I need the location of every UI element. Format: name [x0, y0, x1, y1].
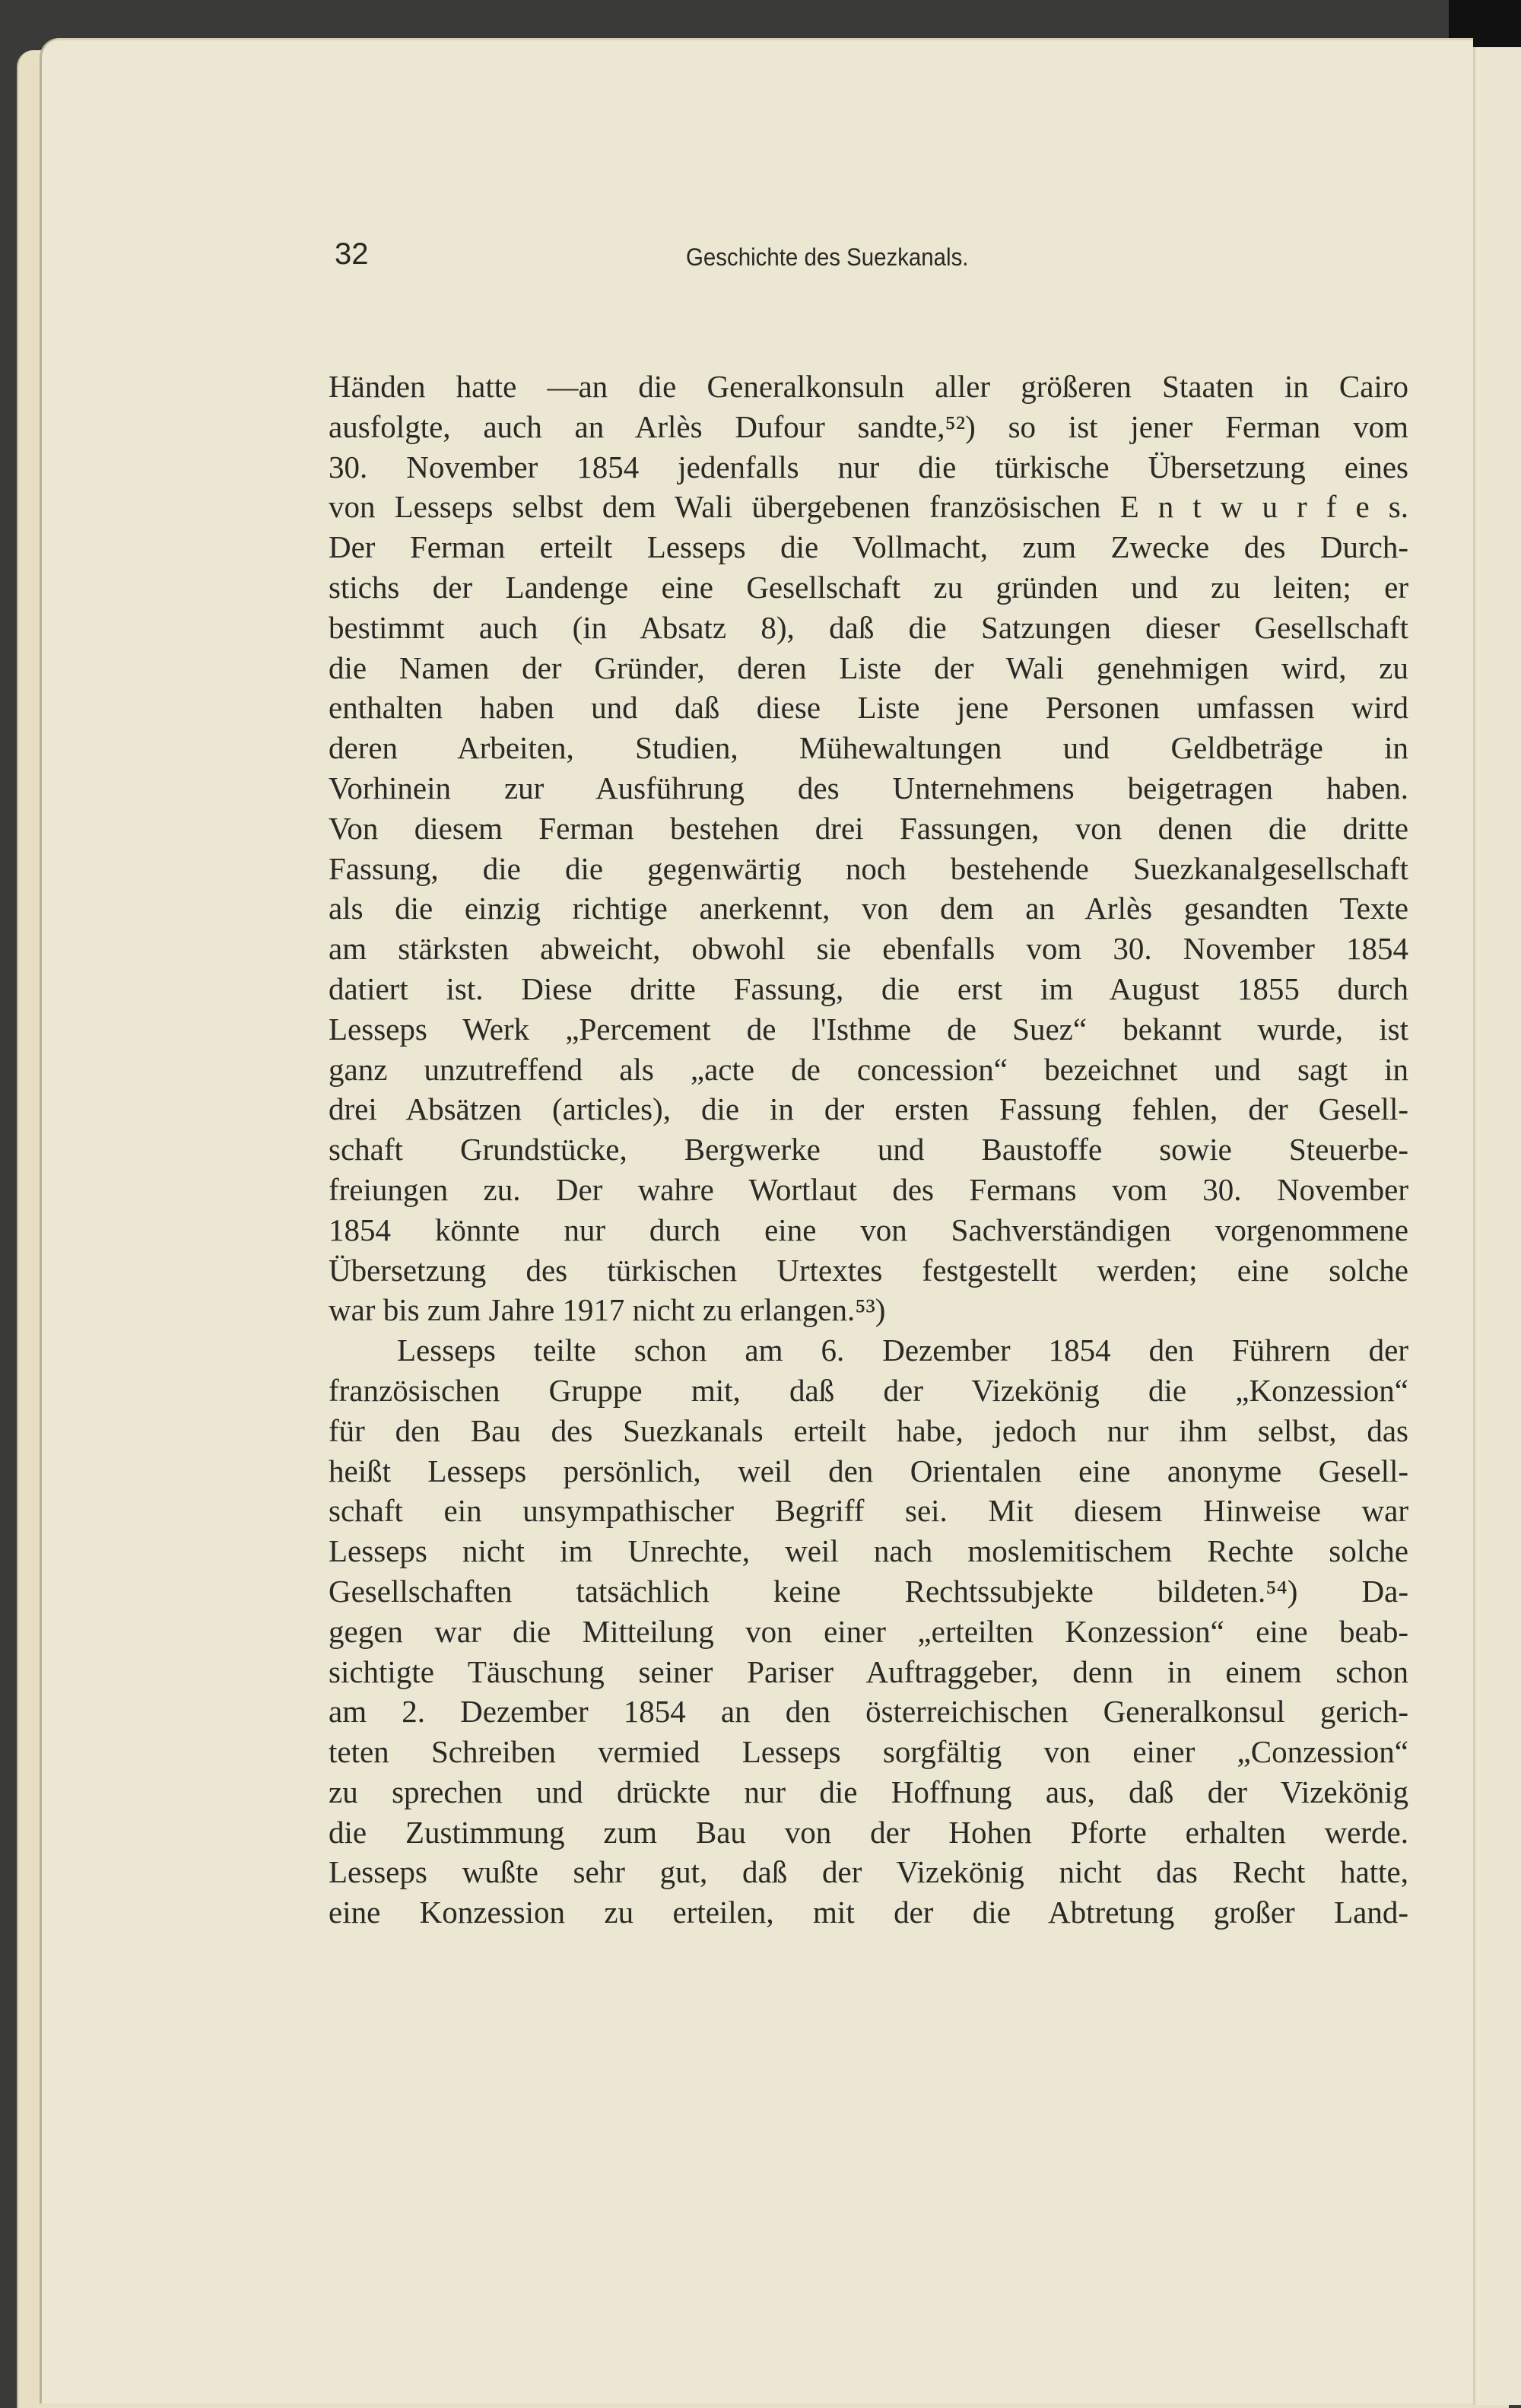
text-line: Übersetzung des türkischen Urtextes festgestellt werden; eine solche [329, 1252, 1408, 1288]
text-line: stichs der Landenge eine Gesellschaft zu gründen und zu leiten; er [329, 569, 1408, 605]
text-line: Fassung, die die gegenwärtig noch bestehende Suezkanalgesellschaft [329, 850, 1408, 886]
page-header [40, 237, 1473, 283]
text-line: datiert ist. Diese dritte Fassung, die erst im August 1855 durch [329, 971, 1408, 1006]
text-line: 1854 könnte nur durch eine von Sachverständigen vorgenommene [329, 1212, 1408, 1247]
text-line: freiungen zu. Der wahre Wortlaut des Fermans vom 30. November [329, 1171, 1408, 1207]
text-line: 30. November 1854 jedenfalls nur die türkische Übersetzung eines [329, 449, 1408, 484]
text-line: am stärksten abweicht, obwohl sie ebenfalls vom 30. November 1854 [329, 931, 1408, 967]
text-line: gegen war die Mitteilung von einer „erteilten Konzession“ eine beab- [329, 1613, 1408, 1649]
text-line: als die einzig richtige anerkennt, von dem an Arlès gesandten Texte [329, 891, 1408, 926]
text-line: enthalten haben und daß diese Liste jene Personen umfassen wird [329, 690, 1408, 726]
text-line: deren Arbeiten, Studien, Mühewaltungen und Geldbeträge in [329, 730, 1408, 766]
text-line: die Namen der Gründer, deren Liste der Wali genehmigen wird, zu [329, 650, 1408, 685]
text-line: Vorhinein zur Ausführung des Unternehmens beigetragen haben. [329, 770, 1408, 805]
text-line: zu sprechen und drückte nur die Hoffnung aus, daß der Vizekönig [329, 1774, 1408, 1809]
facing-page-edge [1473, 47, 1521, 2405]
text-line: schaft ein unsympathischer Begriff sei. Mit diesem Hinweise war [329, 1493, 1408, 1529]
text-line: ausfolgte, auch an Arlès Dufour sandte,⁵²) so ist jener Ferman vom [329, 408, 1408, 444]
text-line: Lesseps Werk „Percement de l'Isthme de Suez“ bekannt wurde, ist [329, 1011, 1408, 1047]
text-line: Von diesem Ferman bestehen drei Fassungen, von denen die dritte [329, 810, 1408, 846]
book-page [40, 38, 1473, 2403]
text-line: Lesseps teilte schon am 6. Dezember 1854 den Führern der [397, 1333, 1408, 1368]
text-line: Der Ferman erteilt Lesseps die Vollmacht, zum Zwecke des Durch- [329, 529, 1408, 565]
text-line: sichtigte Täuschung seiner Pariser Auftraggeber, denn in einem schon [329, 1654, 1408, 1689]
text-line: Lesseps nicht im Unrechte, weil nach moslemitischem Rechte solche [329, 1533, 1408, 1569]
text-line: drei Absätzen (articles), die in der ersten Fassung fehlen, der Gesell- [329, 1091, 1408, 1127]
text-line: die Zustimmung zum Bau von der Hohen Pforte erhalten werde. [329, 1814, 1408, 1850]
text-line: von Lesseps selbst dem Wali übergebenen französischen E n t w u r f e s. [329, 489, 1408, 525]
text-line: war bis zum Jahre 1917 nicht zu erlangen.⁵³) [329, 1292, 886, 1328]
text-line: Lesseps wußte sehr gut, daß der Vizekönig nicht das Recht hatte, [329, 1854, 1408, 1890]
text-line: Händen hatte —an die Generalkonsuln aller größeren Staaten in Cairo [329, 369, 1408, 404]
body-text [329, 367, 1408, 1933]
text-line: für den Bau des Suezkanals erteilt habe, jedoch nur ihm selbst, das [329, 1412, 1408, 1448]
page-number: 32 [335, 237, 369, 271]
text-line: schaft Grundstücke, Bergwerke und Baustoffe sowie Steuerbe- [329, 1132, 1408, 1167]
text-line: heißt Lesseps persönlich, weil den Orientalen eine anonyme Gesell- [329, 1453, 1408, 1488]
running-title: Geschichte des Suezkanals. [686, 243, 969, 271]
text-line: teten Schreiben vermied Lesseps sorgfältig von einer „Conzession“ [329, 1734, 1408, 1770]
text-line: ganz unzutreffend als „acte de concession“ bezeichnet und sagt in [329, 1051, 1408, 1087]
text-line: eine Konzession zu erteilen, mit der die Abtretung großer Land- [329, 1895, 1408, 1930]
text-line: am 2. Dezember 1854 an den österreichischen Generalkonsul gerich- [329, 1694, 1408, 1730]
text-line: bestimmt auch (in Absatz 8), daß die Satzungen dieser Gesellschaft [329, 609, 1408, 645]
text-line: französischen Gruppe mit, daß der Vizekönig die „Konzession“ [329, 1372, 1408, 1408]
text-line: Gesellschaften tatsächlich keine Rechtssubjekte bildeten.⁵⁴) Da- [329, 1573, 1408, 1609]
